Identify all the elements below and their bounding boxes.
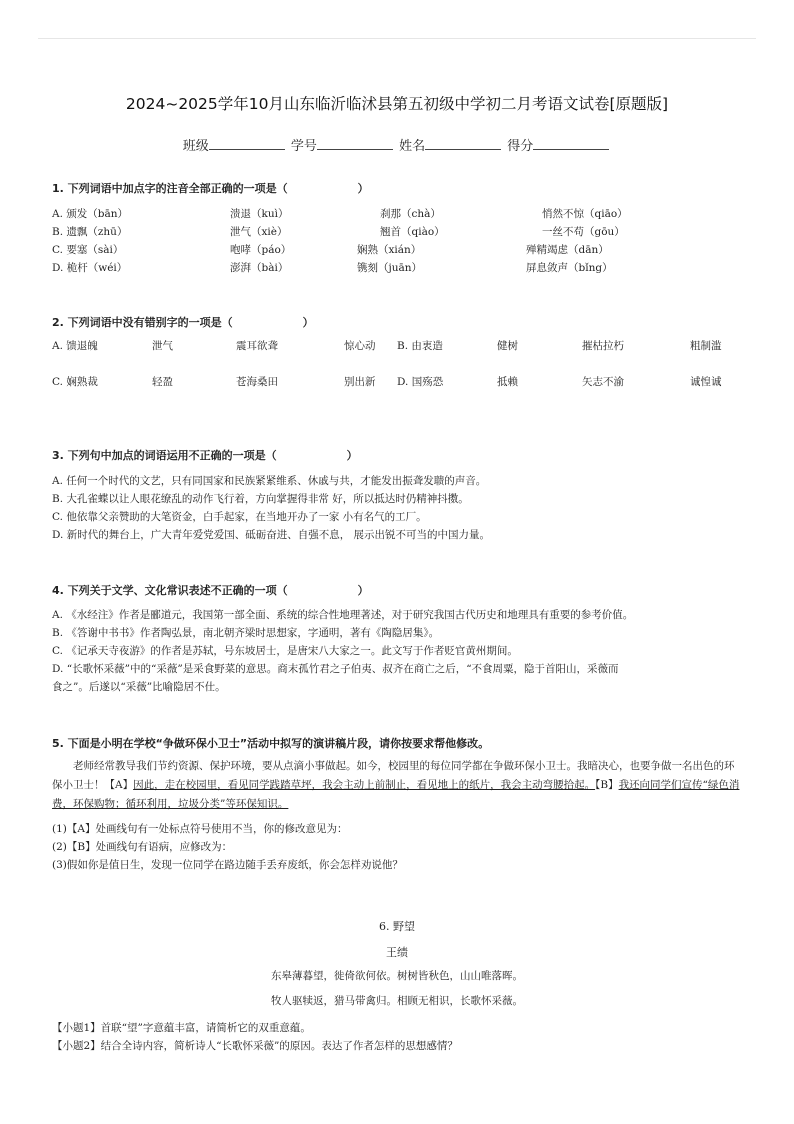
q1-header-text: 1. 下列词语中加点字的注音全部正确的一项是（ <box>52 182 288 195</box>
q2-a-3: 震耳欲聋 <box>236 340 278 352</box>
q2-b-2: 健树 <box>497 340 518 352</box>
q4-option-d-cont: 食之”。后遂以“采薇”比喻隐居不仕。 <box>52 681 226 693</box>
q2-d-4: 诚惶诚 <box>690 376 722 388</box>
q4-close-paren: ） <box>357 584 369 597</box>
q1-b-3: 翘首（qiào） <box>380 226 445 238</box>
q1-header <box>52 180 369 196</box>
q1-b-4: 一丝不苟（gōu） <box>542 226 625 238</box>
q2-c-1: C. 娴熟裁 <box>52 376 98 388</box>
q4-option-c: C. 《记承天寺夜游》的作者是苏轼，号东坡居士，是唐宋八大家之一。此文写于作者贬官黄州期间。 <box>52 645 518 657</box>
q1-d-4: 屏息敛声（bǐng） <box>526 262 613 274</box>
q3-option-a: A. 任何一个时代的文艺，只有同国家和民族紧紧维系、休戚与共，才能发出振聋发聩的声音。 <box>52 475 487 487</box>
q2-close-paren: ） <box>302 316 314 329</box>
q2-b-1: B. 由衷造 <box>397 340 443 352</box>
id-field <box>291 135 395 154</box>
q5-underlined-b: 我还向同学们宣传“绿色消费，环保购物；循环利用，垃圾分类”等环保知识。 <box>52 779 740 810</box>
q5-para-text: 老师经常教导我们节约资源、保护环境，要从点滴小事做起。如今，校园里的每位同学都在争做环保小卫士。我暗决心，也要争做一名出色的环保小卫士！【A】 <box>52 760 735 791</box>
q6-sub-1: 【小题1】首联“望”字意蕴丰富，请简析它的双重意蕴。 <box>52 1022 311 1034</box>
q5-sub-3: (3)假如你是值日生，发现一位同学在路边随手丢弃废纸，你会怎样劝说他？ <box>52 859 403 871</box>
q2-header-text: 2. 下列词语中没有错别字的一项是（ <box>52 316 233 329</box>
q1-row-c <box>52 242 752 258</box>
top-divider <box>38 38 756 39</box>
q1-row-b <box>52 224 752 240</box>
q2-c-3: 苍海桑田 <box>236 376 278 388</box>
poem-line-2: 牧人驱犊返，猎马带禽归。相顾无相识，长歌怀采薇。 <box>271 995 523 1007</box>
q4-option-a: A. 《水经注》作者是郦道元，我国第一部全面、系统的综合性地理著述，对于研究我国古代历史和地理具有重要的参考价值。 <box>52 609 634 621</box>
q1-c-4: 殚精竭虑（dān） <box>526 244 609 256</box>
q5-sub-1: (1)【A】处画线句有一处标点符号使用不当，你的修改意见为： <box>52 823 348 835</box>
q1-c-3: 娴熟（xián） <box>357 244 422 256</box>
q6-sub-2: 【小题2】结合全诗内容，简析诗人“长歌怀采薇”的原因。表达了作者怎样的思想感情？ <box>52 1040 458 1052</box>
q1-d-2: 澎湃（bài） <box>230 262 289 274</box>
q1-d-3: 镌刻（juān） <box>357 262 423 274</box>
q5-tag-b: 【B】 <box>595 779 619 791</box>
q5-header: 5. 下面是小明在学校“争做环保小卫士”活动中拟写的演讲稿片段，请你按要求帮他修改。 <box>52 737 490 750</box>
q5-speech-paragraph <box>52 757 742 814</box>
q1-d-1: D. 桅杆（wéi） <box>52 262 128 274</box>
q1-row-a <box>52 206 752 222</box>
q1-close-paren: ） <box>357 182 369 195</box>
q1-a-2: 溃退（kuì） <box>230 208 289 220</box>
poem-line-1: 东皋薄暮望，徙倚欲何依。树树皆秋色，山山唯落晖。 <box>271 970 523 982</box>
q2-header <box>52 314 314 330</box>
q1-row-d <box>52 260 752 276</box>
name-label: 姓名 <box>399 139 426 154</box>
q3-header <box>52 447 358 463</box>
q2-a-4: 惊心动 <box>344 340 376 352</box>
q1-b-2: 泄气（xiè） <box>230 226 288 238</box>
q2-a-2: 泄气 <box>152 340 173 352</box>
q3-close-paren: ） <box>346 449 358 462</box>
q4-header-text: 4. 下列关于文学、文化常识表述不正确的一项（ <box>52 584 288 597</box>
q1-b-1: B. 遗飘（zhū） <box>52 226 128 238</box>
name-field <box>399 135 503 154</box>
q3-option-b: B. 大孔雀蝶以让人眼花缭乱的动作飞行着，方向掌握得非常 好，所以抵达时仍精神抖擞。 <box>52 493 469 505</box>
score-field <box>507 135 611 154</box>
q2-a-1: A. 馈退魄 <box>52 340 98 352</box>
q2-d-2: 抵赖 <box>497 376 518 388</box>
q1-a-3: 刹那（chà） <box>380 208 441 220</box>
q2-b-3: 摧枯拉朽 <box>582 340 624 352</box>
student-info-line <box>0 135 794 154</box>
class-field <box>183 135 287 154</box>
q3-header-text: 3. 下列句中加点的词语运用不正确的一项是（ <box>52 449 277 462</box>
q1-a-1: A. 颁发（bān） <box>52 208 129 220</box>
page-title: 2024~2025学年10月山东临沂临沭县第五初级中学初二月考语文试卷[原题版] <box>125 95 669 113</box>
id-blank[interactable] <box>317 137 393 150</box>
q2-c-4: 别出新 <box>344 376 376 388</box>
q3-option-d: D. 新时代的舞台上，广大青年爱党爱国、砥砺奋进、自强不息， 展示出锐不可当的中国力量。 <box>52 529 491 541</box>
q1-c-1: C. 要塞（sài） <box>52 244 124 256</box>
q2-d-1: D. 国殇恐 <box>397 376 444 388</box>
q2-c-2: 轻盈 <box>152 376 173 388</box>
q3-option-c: C. 他依靠父亲赞助的大笔资金，白手起家，在当地开办了一家 小有名气的工厂。 <box>52 511 427 523</box>
q1-a-4: 悄然不惊（qiāo） <box>542 208 628 220</box>
q5-sub-2: (2)【B】处画线句有语病，应修改为： <box>52 841 233 853</box>
class-blank[interactable] <box>209 137 285 150</box>
q2-b-4: 粗制滥 <box>690 340 722 352</box>
q5-underlined-a: 因此，走在校园里，看见同学践踏草坪，我会主动上前制止，看见地上的纸片，我会主动弯腰拾起。 <box>133 779 596 791</box>
q4-option-d: D. “长歌怀采薇”中的“采薇”是采食野菜的意思。商末孤竹君之子伯夷、叔齐在商亡之后，“不食周粟，隐于首阳山，采薇而 <box>52 663 619 675</box>
poem-author: 王绩 <box>386 946 408 959</box>
q4-header <box>52 582 369 598</box>
poem-title: 6. 野望 <box>379 920 415 933</box>
q4-option-b: B. 《答谢中书书》作者陶弘景，南北朝齐梁时思想家，字通明，著有《陶隐居集》。 <box>52 627 440 639</box>
id-label: 学号 <box>290 139 317 154</box>
q1-c-2: 咆哮（páo） <box>230 244 292 256</box>
name-blank[interactable] <box>425 137 501 150</box>
score-blank[interactable] <box>533 137 609 150</box>
q2-d-3: 矢志不渝 <box>582 376 624 388</box>
class-label: 班级 <box>182 139 209 154</box>
score-label: 得分 <box>507 139 534 154</box>
